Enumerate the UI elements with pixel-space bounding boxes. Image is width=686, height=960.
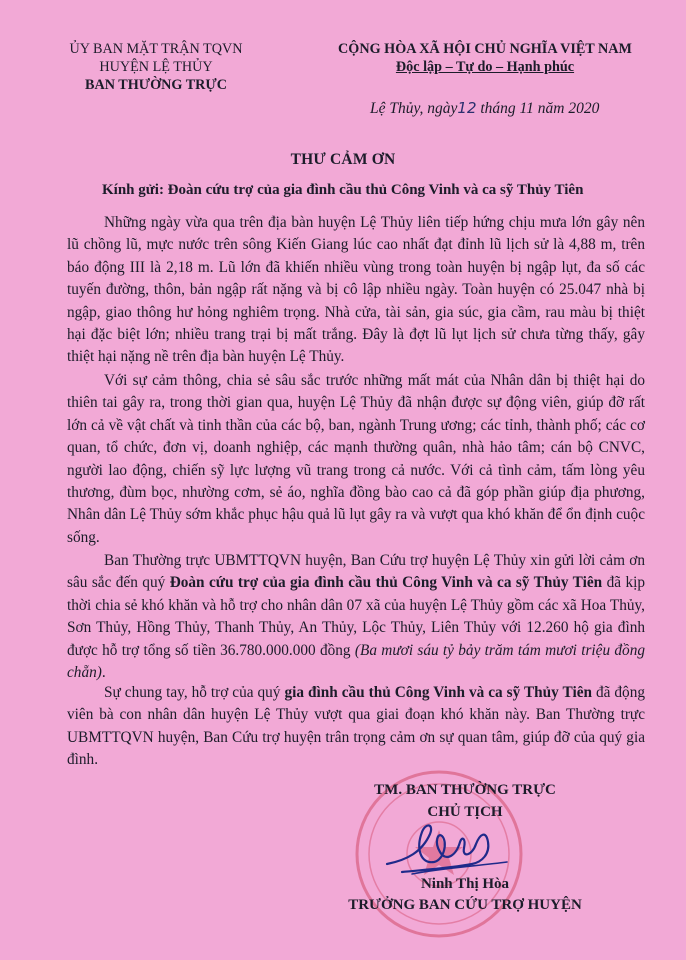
signature-position: CHỦ TỊCH — [427, 804, 503, 820]
paragraph-3-amount-words: (Ba mươi sáu tỷ bảy trăm tám mươi triệu đồng chẵn) — [67, 641, 645, 682]
date-prefix: Lệ Thủy, ngày — [370, 100, 458, 117]
date-suffix: tháng 11 năm 2020 — [480, 100, 600, 117]
paragraph-4-text-b: đã động viên bà con nhân dân huyện Lệ Thủy vượt qua giai đoạn khó khăn này. Ban Thường trực UBMTTQVN huyện, Ban Cứu trợ huyện trân trọng cảm ơn sự quan tâm, giúp đỡ của quý gia đình. — [67, 684, 645, 769]
paragraph-4-text-a: Sự chung tay, hỗ trợ của quý — [104, 684, 285, 701]
national-motto: Độc lập – Tự do – Hạnh phúc — [395, 59, 575, 75]
paragraph-1: Những ngày vừa qua trên địa bàn huyện Lệ Thủy liên tiếp hứng chịu mưa lớn gây nên lũ chồng lũ, mực nước trên sông Kiến Giang lúc cao nhất đạt đỉnh lũ lịch sử là 4,88 m, trên báo động III là 2,18 m. Lũ lớn đã khiến nhiều vùng trong toàn huyện bị ngập lụt, đa số các tuyến đường, thôn, bản ngập rất nặng và bị cô lập nhiều ngày. Toàn huyện có 25.047 nhà bị ngập, giao thông hư hỏng nghiêm trọng. Nhà cửa, tài sản, gia súc, gia cầm, rau màu bị thiệt hại đặc biệt lớn; nhiều trang trại bị mất trắng. Đây là đợt lũ lụt lịch sử chưa từng thấy, gây thiệt hại nặng nề trên địa bàn huyện Lệ Thủy. — [67, 214, 645, 366]
paragraph-4-recipient: gia đình cầu thủ Công Vinh và ca sỹ Thủy Tiên — [284, 684, 593, 701]
paragraph-4 — [67, 682, 645, 772]
signature-on-behalf: TM. BAN THƯỜNG TRỰC — [374, 782, 556, 798]
paragraph-3-text-a: Ban Thường trực UBMTTQVN huyện, Ban Cứu trợ huyện Lệ Thủy xin gửi lời cảm ơn sâu sắc đến quý — [67, 552, 645, 592]
signer-name: Ninh Thị Hòa — [420, 876, 510, 892]
date-day: 12 — [457, 99, 477, 117]
paragraph-3-text-b: đã kịp thời chia sẻ khó khăn và hỗ trợ cho nhân dân 07 xã của huyện Lệ Thủy gồm các xã Hoa Thủy, Sơn Thủy, Hồng Thủy, Thanh Thủy, An Thủy, Lộc Thủy, Liên Thủy với 12.260 hộ gia đình được hỗ trợ tổng số tiền 36.780.000.000 đồng — [67, 574, 646, 659]
paragraph-3-recipient: Đoàn cứu trợ của gia đình cầu thủ Công Vinh và ca sỹ Thủy Tiên — [169, 574, 603, 592]
org-line-2: HUYỆN LỆ THỦY — [99, 59, 213, 75]
issuing-organization — [30, 40, 282, 94]
handwritten-signature — [382, 812, 512, 882]
nation-name: CỘNG HÒA XÃ HỘI CHỦ NGHĨA VIỆT NAM — [338, 41, 632, 57]
paragraph-2: Với sự cảm thông, chia sẻ sâu sắc trước những mất mát của Nhân dân bị thiệt hại do thiên tai gây ra, trong thời gian qua, huyện Lệ Thủy đã nhận được sự động viên, giúp đỡ rất lớn cả về vật chất và tinh thần của các bộ, ban, ngành Trung ương; các tỉnh, thành phố; các cơ quan, tổ chức, đơn vị, doanh nghiệp, các mạnh thường quân, nhà hảo tâm; cán bộ CNVC, người lao động, chiến sỹ lực lượng vũ trang trong cả nước. Với cả tình cảm, tấm lòng yêu thương, đùm bọc, nhường cơm, sẻ áo, nghĩa đồng bào cao cả đã góp phần giúp địa phương, Nhân dân Lệ Thủy sớm khắc phục hậu quả lũ lụt gây ra và vượt qua khó khăn để ổn định cuộc sống. — [67, 372, 645, 546]
paragraph-3 — [67, 550, 645, 684]
national-header — [300, 40, 670, 76]
org-line-1: ỦY BAN MẶT TRẬN TQVN — [69, 41, 243, 57]
date-line — [370, 99, 599, 118]
letter-greeting: Kính gửi: Đoàn cứu trợ của gia đình cầu thủ Công Vinh và ca sỹ Thủy Tiên — [102, 182, 584, 198]
org-line-3: BAN THƯỜNG TRỰC — [85, 77, 227, 93]
letter-title: THƯ CẢM ƠN — [290, 151, 396, 168]
signer-role: TRƯỞNG BAN CỨU TRỢ HUYỆN — [348, 897, 582, 913]
paragraph-3-text-c: . — [101, 664, 106, 682]
